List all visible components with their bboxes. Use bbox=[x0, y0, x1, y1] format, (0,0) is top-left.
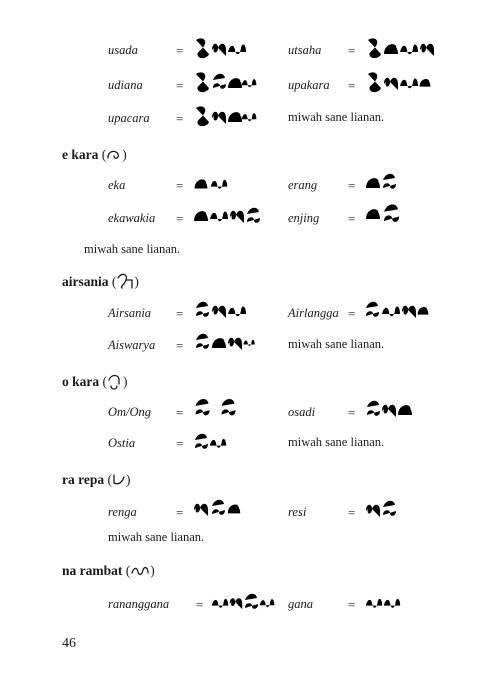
word-aiswarya: Aiswarya bbox=[108, 338, 156, 352]
balinese-script-glyph bbox=[106, 146, 122, 166]
balinese-script-glyph bbox=[364, 497, 412, 528]
balinese-script-glyph bbox=[364, 397, 426, 428]
equals-sign: = bbox=[176, 306, 184, 321]
word-resi: resi bbox=[288, 505, 307, 519]
equals-sign: = bbox=[196, 597, 204, 612]
equals-sign: = bbox=[348, 211, 356, 226]
balinese-script-glyph bbox=[192, 172, 246, 201]
note-miwah-sane-lianan: miwah sane lianan. bbox=[288, 435, 385, 449]
section-title-e-kara: e kara ( ) bbox=[62, 146, 127, 166]
equals-sign: = bbox=[348, 405, 356, 420]
section-title-text: e kara bbox=[62, 147, 99, 163]
balinese-script-glyph bbox=[116, 272, 134, 294]
section-title-ra-repa: ra repa ( ) bbox=[62, 471, 131, 491]
balinese-script-glyph bbox=[130, 563, 150, 581]
note-miwah-sane-lianan: miwah sane lianan. bbox=[288, 337, 385, 351]
equals-sign: = bbox=[176, 111, 184, 126]
balinese-script-glyph bbox=[362, 298, 438, 329]
balinese-script-glyph bbox=[364, 170, 414, 201]
balinese-script-glyph bbox=[107, 372, 123, 394]
section-title-na-rambat: na rambat ( ) bbox=[62, 563, 155, 581]
balinese-script-glyph bbox=[192, 330, 264, 361]
word-airsania: Airsania bbox=[108, 306, 152, 320]
balinese-script-glyph bbox=[192, 104, 264, 135]
word-erang: erang bbox=[288, 178, 318, 192]
section-title-text: o kara bbox=[62, 374, 100, 390]
word-usada: usada bbox=[108, 43, 138, 57]
note-miwah-sane-lianan: miwah sane lianan. bbox=[108, 530, 205, 544]
section-title-text: na rambat bbox=[62, 563, 123, 579]
equals-sign: = bbox=[348, 597, 356, 612]
word-eka: eka bbox=[108, 178, 126, 192]
balinese-script-glyph bbox=[364, 70, 438, 101]
equals-sign: = bbox=[348, 505, 356, 520]
balinese-script-glyph bbox=[192, 36, 262, 67]
balinese-script-glyph bbox=[192, 203, 278, 236]
balinese-script-glyph bbox=[364, 200, 420, 235]
note-miwah-sane-lianan: miwah sane lianan. bbox=[288, 110, 385, 124]
word-upakara: upakara bbox=[288, 78, 330, 92]
word-airlangga: Airlangga bbox=[288, 306, 339, 320]
balinese-script-glyph bbox=[192, 70, 264, 101]
word-gana: gana bbox=[288, 597, 313, 611]
equals-sign: = bbox=[176, 178, 184, 193]
section-title-text: ra repa bbox=[62, 472, 105, 488]
equals-sign: = bbox=[348, 178, 356, 193]
balinese-script-glyph bbox=[192, 430, 244, 461]
equals-sign: = bbox=[176, 505, 184, 520]
balinese-script-glyph bbox=[192, 496, 254, 527]
word-ostia: Ostia bbox=[108, 436, 136, 450]
word-enjing: enjing bbox=[288, 211, 320, 225]
equals-sign: = bbox=[176, 211, 184, 226]
word-osadi: osadi bbox=[288, 405, 316, 419]
section-title-o-kara: o kara ( ) bbox=[62, 372, 128, 394]
page-number: 46 bbox=[62, 636, 76, 651]
balinese-script-glyph bbox=[192, 298, 264, 329]
section-title-airsania: airsania ( ) bbox=[62, 272, 139, 294]
equals-sign: = bbox=[176, 436, 184, 451]
word-renga: renga bbox=[108, 505, 137, 519]
word-om-ong: Om/Ong bbox=[108, 405, 152, 419]
equals-sign: = bbox=[176, 78, 184, 93]
equals-sign: = bbox=[348, 306, 356, 321]
word-utsaha: utsaha bbox=[288, 43, 322, 57]
balinese-script-glyph bbox=[112, 471, 126, 491]
word-ranang-gana: rananggana bbox=[108, 597, 170, 611]
balinese-script-glyph bbox=[364, 590, 420, 621]
balinese-script-glyph bbox=[364, 36, 444, 67]
balinese-script-glyph bbox=[192, 395, 256, 428]
word-ekawakia: ekawakia bbox=[108, 211, 156, 225]
equals-sign: = bbox=[176, 405, 184, 420]
equals-sign: = bbox=[348, 78, 356, 93]
equals-sign: = bbox=[348, 43, 356, 58]
word-udiana: udiana bbox=[108, 78, 143, 92]
equals-sign: = bbox=[176, 43, 184, 58]
equals-sign: = bbox=[176, 338, 184, 353]
balinese-script-glyph bbox=[210, 590, 284, 621]
section-title-text: airsania bbox=[62, 274, 109, 290]
note-miwah-sane-lianan: miwah sane lianan. bbox=[84, 242, 181, 256]
word-upacara: upacara bbox=[108, 111, 150, 125]
